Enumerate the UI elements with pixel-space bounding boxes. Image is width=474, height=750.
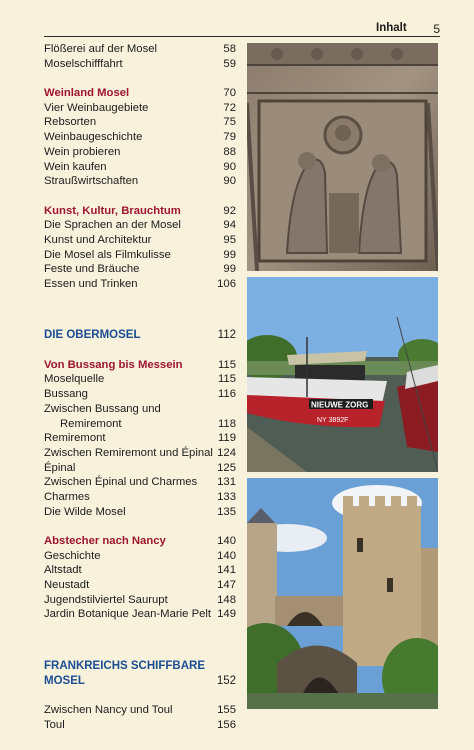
toc-page-number: 112	[217, 329, 236, 342]
toc-entry	[44, 160, 236, 175]
toc-page-number: 116	[217, 388, 236, 401]
toc-label: Rebsorten	[44, 116, 97, 129]
boat-photo	[247, 277, 438, 472]
toc-spacer	[44, 71, 236, 86]
toc-entry	[44, 101, 236, 116]
toc-label: DIE OBERMOSEL	[44, 329, 141, 342]
header-rule	[44, 36, 440, 37]
toc-page-number: 140	[217, 535, 236, 547]
toc-section-heading	[44, 534, 236, 549]
toc-entry	[44, 718, 236, 733]
toc-label: Die Sprachen an der Mosel	[44, 219, 181, 232]
toc-page-number: 141	[217, 564, 236, 577]
toc-page-number: 152	[216, 674, 236, 687]
toc-entry	[44, 130, 236, 145]
toc-entry	[44, 248, 236, 263]
toc-label: Kunst, Kultur, Brauchtum	[44, 204, 181, 217]
toc-page-number: 106	[217, 278, 236, 290]
toc-page-number: 70	[223, 87, 236, 100]
toc-label: Épinal	[44, 461, 76, 474]
toc-label: Toul	[44, 718, 65, 731]
boat-name-label: NIEUWE ZORG	[311, 400, 369, 410]
toc-label: Bussang	[44, 388, 88, 401]
toc-label: FRANKREICHS SCHIFFBARE	[44, 659, 205, 672]
toc-page-number: 124	[217, 446, 236, 459]
toc-entry	[44, 703, 236, 718]
toc-chapter-heading	[44, 674, 236, 689]
toc-page-number: 155	[217, 703, 236, 716]
toc-page-number: 72	[223, 101, 236, 114]
toc-label: Neustadt	[44, 579, 90, 592]
toc-label: Zwischen Bussang und	[44, 402, 161, 415]
toc-entry	[44, 549, 236, 564]
toc-page-number: 99	[223, 263, 236, 276]
toc-label: Zwischen Épinal und Charmes	[44, 476, 198, 489]
toc-entry	[44, 42, 236, 57]
page-number: 5	[433, 22, 440, 36]
toc-label: Flößerei auf der Mosel	[44, 43, 158, 55]
toc-label: Remiremont	[44, 432, 106, 445]
toc-spacer	[44, 519, 236, 534]
toc-entry	[44, 115, 236, 130]
toc-spacer	[44, 314, 236, 329]
toc-page-number: 94	[223, 219, 236, 232]
toc-label: Moselschifffahrt	[44, 57, 123, 70]
toc-entry	[44, 446, 236, 461]
toc-page-number: 58	[223, 43, 236, 55]
toc-entry	[44, 505, 236, 520]
toc-label: Jardin Botanique Jean-Marie Pelt	[44, 608, 212, 621]
toc-entry	[44, 262, 236, 277]
toc-page-number: 156	[217, 718, 236, 731]
toc-label: Straußwirtschaften	[44, 175, 139, 188]
toc-section-heading	[44, 358, 236, 373]
toc-label: Vier Weinbaugebiete	[44, 101, 149, 114]
toc-label: MOSEL	[44, 674, 85, 687]
toc-entry-continuation	[44, 417, 236, 432]
toc-section-heading	[44, 204, 236, 219]
toc-section-heading	[44, 86, 236, 101]
toc-spacer	[44, 292, 236, 314]
toc-entry	[44, 372, 236, 387]
toc-label: Moselquelle	[44, 373, 105, 386]
toc-page-number: 59	[223, 57, 236, 70]
toc-page-number: 115	[217, 358, 236, 371]
toc-label: Altstadt	[44, 564, 82, 577]
toc-page-number: 90	[223, 160, 236, 173]
toc-page-number: 148	[217, 593, 236, 606]
toc-entry	[44, 57, 236, 72]
toc-page-number: 133	[217, 490, 236, 503]
toc-entry	[44, 174, 236, 189]
toc-spacer	[44, 189, 236, 204]
toc-page-number: 125	[217, 461, 236, 474]
toc-spacer	[44, 644, 236, 659]
toc-page-number: 135	[217, 505, 236, 518]
toc-entry	[44, 578, 236, 593]
toc-label: Zwischen Remiremont und Épinal	[44, 446, 213, 459]
toc-label: Weinbaugeschichte	[44, 131, 143, 144]
toc-entry	[44, 402, 236, 417]
toc-page-number: 99	[223, 248, 236, 261]
relief-photo	[247, 43, 438, 271]
toc-label: Feste und Bräuche	[44, 263, 140, 276]
table-of-contents	[44, 42, 236, 732]
toc-label: Die Mosel als Filmkulisse	[44, 248, 171, 261]
toc-label: Essen und Trinken	[44, 278, 138, 290]
toc-label: Geschichte	[44, 549, 101, 562]
toc-label: Wein kaufen	[44, 160, 107, 173]
toc-page-number: 118	[217, 417, 236, 430]
toc-entry	[44, 475, 236, 490]
toc-label: Kunst und Architektur	[44, 233, 152, 246]
toc-entry	[44, 563, 236, 578]
toc-spacer	[44, 622, 236, 644]
toc-label: Wein probieren	[44, 145, 121, 158]
toc-label: Von Bussang bis Messein	[44, 358, 183, 371]
toc-page-number: 88	[223, 145, 236, 158]
toc-page-number: 95	[223, 233, 236, 246]
toc-entry	[44, 145, 236, 160]
toc-entry	[44, 431, 236, 446]
toc-entry	[44, 233, 236, 248]
toc-entry	[44, 277, 236, 292]
section-title: Inhalt	[376, 22, 407, 34]
toc-label: Weinland Mosel	[44, 87, 130, 100]
toc-label: Die Wilde Mosel	[44, 505, 126, 518]
toc-chapter-heading	[44, 328, 236, 343]
toc-page-number: 79	[223, 131, 236, 144]
toc-entry	[44, 490, 236, 505]
toc-spacer	[44, 343, 236, 358]
boat-registration-label: NY 3892F	[317, 417, 349, 424]
toc-chapter-heading	[44, 659, 236, 674]
toc-page-number: 90	[223, 175, 236, 188]
toc-page-number: 75	[223, 116, 236, 129]
toc-label: Jugendstilviertel Saurupt	[44, 593, 168, 606]
toc-page-number: 92	[223, 204, 236, 217]
toc-entry	[44, 593, 236, 608]
toc-page-number: 147	[217, 579, 236, 592]
toc-label: Remiremont	[60, 417, 122, 430]
toc-page-number: 149	[217, 608, 236, 621]
toc-entry	[44, 461, 236, 476]
toc-entry	[44, 607, 236, 622]
toc-page-number: 131	[217, 476, 236, 489]
toc-label: Abstecher nach Nancy	[44, 535, 166, 547]
toc-spacer	[44, 688, 236, 703]
castle-gate-photo	[247, 478, 438, 709]
toc-label: Zwischen Nancy und Toul	[44, 703, 173, 716]
toc-page-number: 119	[217, 432, 236, 445]
toc-entry	[44, 387, 236, 402]
toc-entry	[44, 218, 236, 233]
toc-page-number: 140	[217, 549, 236, 562]
toc-label: Charmes	[44, 490, 90, 503]
toc-page-number: 115	[217, 373, 236, 386]
